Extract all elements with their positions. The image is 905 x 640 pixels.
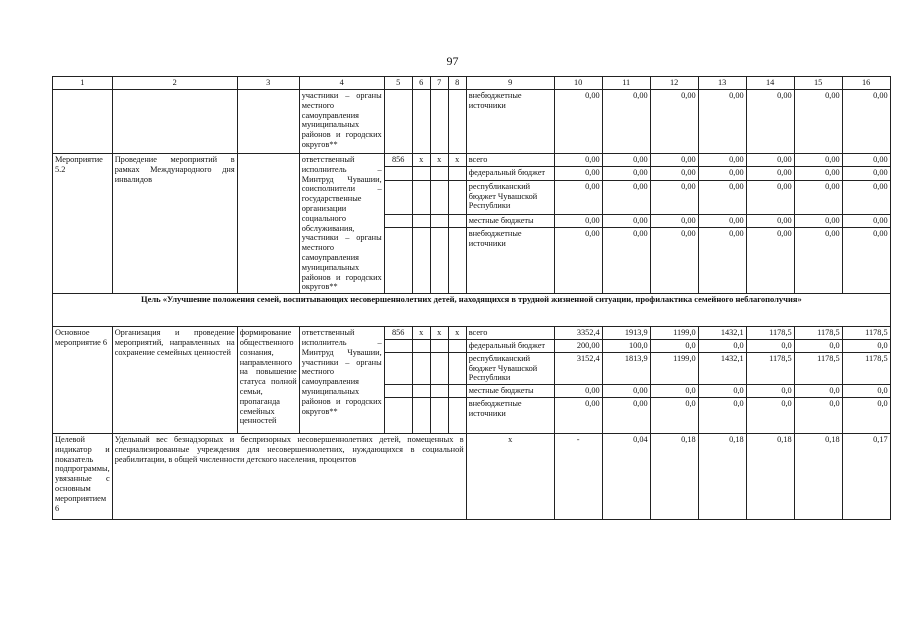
value-cell: 0,00: [602, 385, 650, 398]
activity-id: Основное мероприятие 6: [53, 327, 113, 434]
value-cell: 0,00: [650, 228, 698, 294]
funding-source: республиканский бюджет Чувашской Республики: [466, 352, 554, 384]
funding-source: федеральный бюджет: [466, 167, 554, 180]
value-cell: 0,00: [746, 167, 794, 180]
col-number: 14: [746, 77, 794, 90]
value-cell: 0,00: [746, 154, 794, 167]
value-cell: 0,00: [650, 167, 698, 180]
value-cell: 0,18: [746, 433, 794, 519]
funding-source: республиканский бюджет Чувашской Республики: [466, 180, 554, 214]
indicator-description: Удельный вес безнадзорных и беспризорных несовершеннолетних детей, помещенных в специализированные учреждения для несовершеннолетних, нуждающихся в социальной реабилитации, в общей численности детского населения, процентов: [112, 433, 466, 519]
value-cell: 0,0: [650, 385, 698, 398]
value-cell: 0,00: [650, 90, 698, 154]
value-cell: 0,18: [698, 433, 746, 519]
value-cell: 0,00: [794, 180, 842, 214]
value-cell: 0,00: [698, 154, 746, 167]
col-number: 11: [602, 77, 650, 90]
value-cell: 100,0: [602, 339, 650, 352]
col-number: 16: [842, 77, 890, 90]
code-cell: x: [412, 154, 430, 167]
value-cell: 0,0: [698, 385, 746, 398]
program-table: [52, 76, 891, 520]
value-cell: 0,00: [698, 214, 746, 227]
code-cell: x: [430, 327, 448, 340]
column-number-row: [53, 77, 891, 90]
value-cell: 1178,5: [746, 327, 794, 340]
value-cell: 0,00: [746, 90, 794, 154]
activity-name: Проведение мероприятий в рамках Международного дня инвалидов: [112, 154, 237, 294]
col-number: 7: [430, 77, 448, 90]
value-cell: 0,00: [794, 90, 842, 154]
col-number: 10: [554, 77, 602, 90]
value-cell: 0,0: [698, 397, 746, 433]
value-cell: 0,0: [794, 385, 842, 398]
value-cell: 1178,5: [842, 327, 890, 340]
col-number: 8: [448, 77, 466, 90]
value-cell: 1199,0: [650, 327, 698, 340]
value-cell: 1432,1: [698, 352, 746, 384]
value-cell: 0,00: [554, 167, 602, 180]
col-number: 3: [237, 77, 299, 90]
table-row: [53, 90, 891, 154]
table-row: [53, 327, 891, 340]
value-cell: 0,00: [698, 228, 746, 294]
value-cell: 0,00: [842, 154, 890, 167]
value-cell: 0,00: [698, 90, 746, 154]
value-cell: 0,00: [842, 214, 890, 227]
value-cell: 0,00: [554, 385, 602, 398]
value-cell: 0,00: [650, 214, 698, 227]
funding-source: внебюджетные источники: [466, 397, 554, 433]
value-cell: 0,00: [602, 90, 650, 154]
value-cell: 0,00: [554, 228, 602, 294]
value-cell: 1913,9: [602, 327, 650, 340]
value-cell: 0,00: [698, 180, 746, 214]
value-cell: -: [554, 433, 602, 519]
col-number: 15: [794, 77, 842, 90]
funding-source: местные бюджеты: [466, 214, 554, 227]
goal-heading: Цель «Улучшение положения семей, воспитывающих несовершеннолетних детей, находящихся в трудной жизненной ситуации, профилактика семейного неблагополучия»: [53, 294, 891, 327]
value-cell: 0,04: [602, 433, 650, 519]
table-row: [53, 154, 891, 167]
executor-cell: ответственный исполнитель – Минтруд Чувашии, соисполнители – государственные организации социального обслуживания, участники – органы местного самоуправления муниципальных районов и городских округов**: [299, 154, 384, 294]
goal-row: [53, 294, 891, 327]
indicator-label: Целевой индикатор и показатель подпрограммы, увязанные с основным мероприятием 6: [53, 433, 113, 519]
value-cell: 0,00: [794, 228, 842, 294]
value-cell: 0,00: [746, 180, 794, 214]
expected-result: формирование общественного сознания, направленного на повышение статуса полной семьи, пропаганда семейных ценностей: [237, 327, 299, 434]
value-cell: 0,00: [602, 228, 650, 294]
value-cell: 1178,5: [746, 352, 794, 384]
value-cell: 0,00: [554, 90, 602, 154]
value-cell: 1178,5: [794, 327, 842, 340]
value-cell: 0,00: [602, 154, 650, 167]
funding-source: местные бюджеты: [466, 385, 554, 398]
value-cell: 0,0: [842, 397, 890, 433]
value-cell: 0,00: [794, 167, 842, 180]
value-cell: 0,00: [554, 154, 602, 167]
value-cell: 3352,4: [554, 327, 602, 340]
code-cell: x: [412, 327, 430, 340]
col-number: 9: [466, 77, 554, 90]
value-cell: 0,00: [602, 214, 650, 227]
col-number: 12: [650, 77, 698, 90]
value-cell: 0,0: [650, 397, 698, 433]
value-cell: 1432,1: [698, 327, 746, 340]
funding-source: всего: [466, 327, 554, 340]
value-cell: 0,00: [554, 397, 602, 433]
value-cell: 0,00: [746, 228, 794, 294]
value-cell: 0,00: [602, 397, 650, 433]
value-cell: 0,00: [602, 167, 650, 180]
funding-source: внебюджетные источники: [466, 228, 554, 294]
funding-source: федеральный бюджет: [466, 339, 554, 352]
value-cell: 0,00: [842, 228, 890, 294]
participants-cell: участники – органы местного самоуправления муниципальных районов и городских округов**: [299, 90, 384, 154]
code-cell: x: [466, 433, 554, 519]
code-cell: x: [430, 154, 448, 167]
value-cell: 0,0: [794, 397, 842, 433]
value-cell: 0,00: [650, 154, 698, 167]
code-cell: 856: [384, 327, 412, 340]
value-cell: 1199,0: [650, 352, 698, 384]
value-cell: 0,00: [554, 214, 602, 227]
code-cell: 856: [384, 154, 412, 167]
value-cell: 0,0: [842, 339, 890, 352]
value-cell: 0,00: [842, 167, 890, 180]
col-number: 1: [53, 77, 113, 90]
value-cell: 0,18: [650, 433, 698, 519]
value-cell: 0,00: [698, 167, 746, 180]
value-cell: 1178,5: [842, 352, 890, 384]
funding-source: внебюджетные источники: [466, 90, 554, 154]
value-cell: 0,00: [794, 154, 842, 167]
value-cell: 200,00: [554, 339, 602, 352]
col-number: 5: [384, 77, 412, 90]
value-cell: 0,0: [842, 385, 890, 398]
value-cell: 0,0: [746, 397, 794, 433]
col-number: 2: [112, 77, 237, 90]
value-cell: 1813,9: [602, 352, 650, 384]
value-cell: 0,00: [842, 180, 890, 214]
value-cell: 0,00: [650, 180, 698, 214]
code-cell: x: [448, 327, 466, 340]
value-cell: 0,0: [650, 339, 698, 352]
value-cell: 0,00: [554, 180, 602, 214]
col-number: 13: [698, 77, 746, 90]
value-cell: 0,00: [794, 214, 842, 227]
value-cell: 0,18: [794, 433, 842, 519]
executor-cell: ответственный исполнитель – Минтруд Чувашии, участники – органы местного самоуправления муниципальных районов и городских округов**: [299, 327, 384, 434]
funding-source: всего: [466, 154, 554, 167]
col-number: 4: [299, 77, 384, 90]
value-cell: 0,0: [746, 339, 794, 352]
col-number: 6: [412, 77, 430, 90]
value-cell: 1178,5: [794, 352, 842, 384]
value-cell: 0,0: [698, 339, 746, 352]
table-row: [53, 433, 891, 519]
activity-id: Мероприятие 5.2: [53, 154, 113, 294]
expected-result: [237, 154, 299, 294]
value-cell: 0,0: [794, 339, 842, 352]
activity-name: Организация и проведение мероприятий, направленных на сохранение семейных ценностей: [112, 327, 237, 434]
value-cell: 0,0: [746, 385, 794, 398]
value-cell: 3152,4: [554, 352, 602, 384]
value-cell: 0,00: [842, 90, 890, 154]
value-cell: 0,00: [746, 214, 794, 227]
value-cell: 0,17: [842, 433, 890, 519]
code-cell: x: [448, 154, 466, 167]
page-number: 97: [446, 54, 459, 68]
value-cell: 0,00: [602, 180, 650, 214]
